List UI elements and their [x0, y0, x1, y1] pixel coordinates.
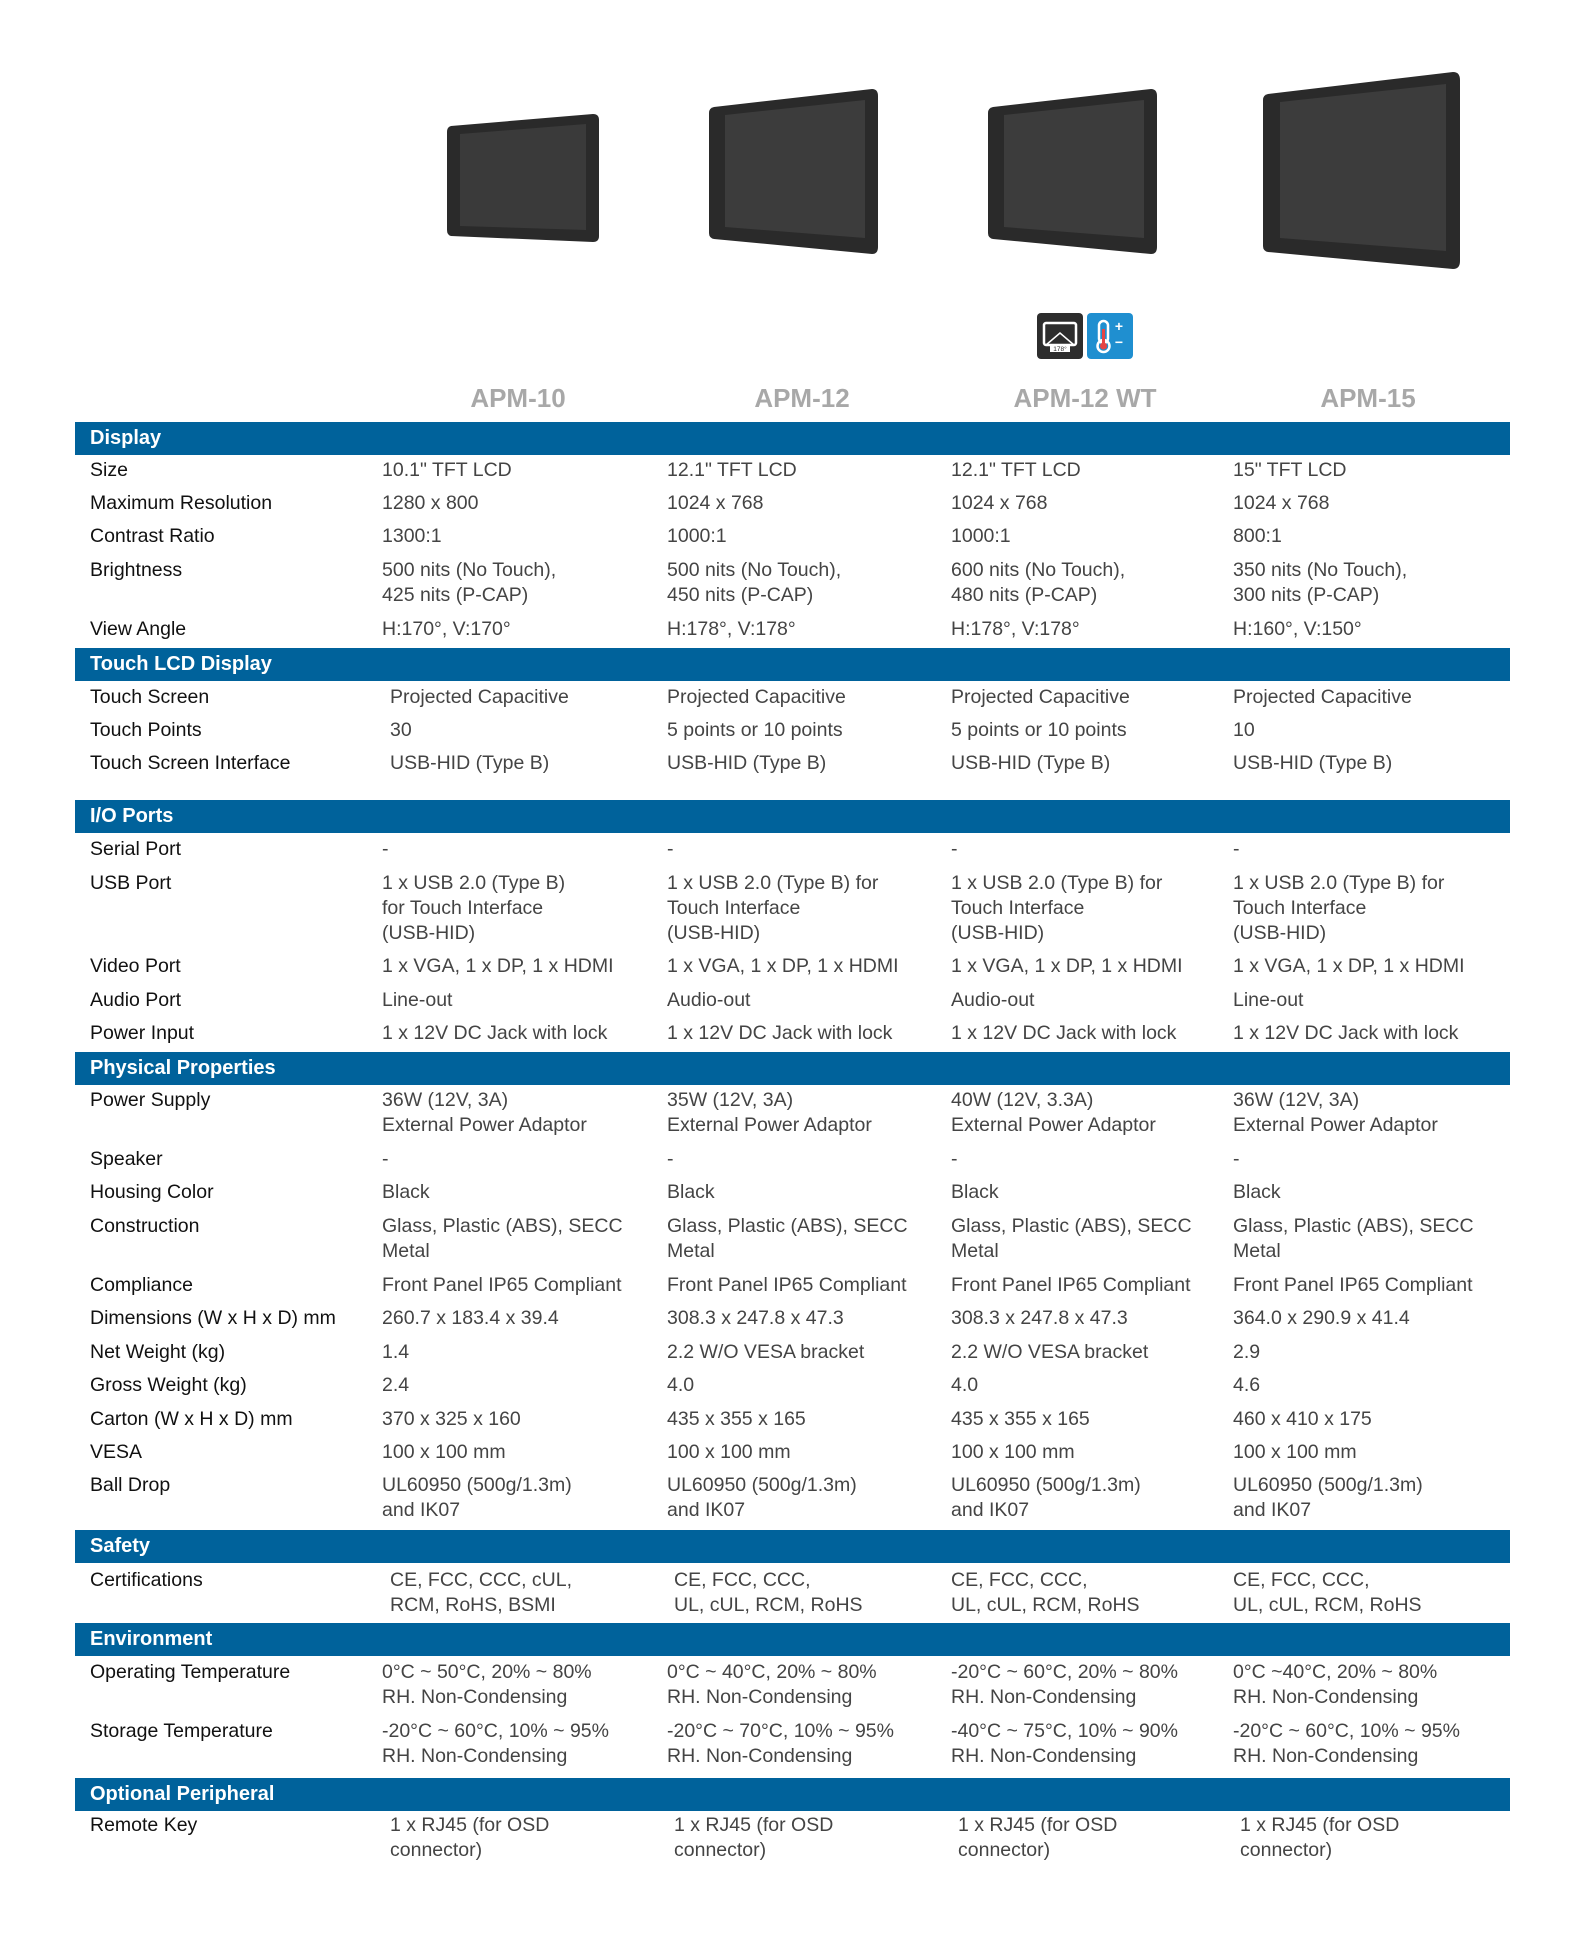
row-label: Contrast Ratio: [90, 525, 215, 547]
cell-apm-12: 100 x 100 mm: [667, 1441, 791, 1463]
section-header-physical-properties: Physical Properties: [75, 1052, 1510, 1085]
cell-apm-12-wt: UL60950 (500g/1.3m) and IK07: [951, 1474, 1141, 1521]
section-header-environment: Environment: [75, 1623, 1510, 1656]
row-label: Construction: [90, 1215, 200, 1237]
cell-apm-12-wt: -20°C ~ 60°C, 20% ~ 80% RH. Non-Condensing: [951, 1661, 1178, 1708]
cell-apm-10: 1300:1: [382, 525, 442, 547]
cell-apm-15: USB-HID (Type B): [1233, 752, 1393, 774]
row-label: Housing Color: [90, 1181, 214, 1203]
cell-apm-10: Front Panel IP65 Compliant: [382, 1274, 622, 1296]
cell-apm-12: 1 x VGA, 1 x DP, 1 x HDMI: [667, 955, 899, 977]
cell-apm-12: 500 nits (No Touch), 450 nits (P-CAP): [667, 559, 842, 606]
cell-apm-12: USB-HID (Type B): [667, 752, 827, 774]
cell-apm-12: 5 points or 10 points: [667, 719, 843, 741]
cell-apm-12-wt: 12.1" TFT LCD: [951, 459, 1081, 481]
cell-apm-12-wt: Audio-out: [951, 989, 1035, 1011]
cell-apm-12-wt: 435 x 355 x 165: [951, 1408, 1090, 1430]
row-label: VESA: [90, 1441, 143, 1463]
feature-badges: [1037, 313, 1133, 359]
row-label: Serial Port: [90, 838, 182, 860]
product-image-apm-12-wt: [988, 87, 1158, 255]
section-header-display: Display: [75, 422, 1510, 455]
cell-apm-12-wt: 1 x 12V DC Jack with lock: [951, 1022, 1177, 1044]
section-header-io-ports: I/O Ports: [75, 800, 1510, 833]
cell-apm-12: -: [667, 838, 674, 860]
row-label: Touch Screen: [90, 686, 210, 708]
model-header-apm-15: APM-15: [1320, 383, 1416, 413]
cell-apm-12-wt: USB-HID (Type B): [951, 752, 1111, 774]
cell-apm-15: 800:1: [1233, 525, 1282, 547]
cell-apm-10: 1 x VGA, 1 x DP, 1 x HDMI: [382, 955, 614, 977]
cell-apm-10: 1 x 12V DC Jack with lock: [382, 1022, 608, 1044]
cell-apm-12: Projected Capacitive: [667, 686, 846, 708]
cell-apm-12-wt: 1024 x 768: [951, 492, 1048, 514]
section-header-optional-peripheral: Optional Peripheral: [75, 1778, 1510, 1811]
cell-apm-12-wt: 100 x 100 mm: [951, 1441, 1075, 1463]
cell-apm-10: 30: [390, 719, 412, 741]
row-label: Video Port: [90, 955, 181, 977]
cell-apm-12-wt: 5 points or 10 points: [951, 719, 1127, 741]
cell-apm-12: Audio-out: [667, 989, 751, 1011]
cell-apm-12-wt: Projected Capacitive: [951, 686, 1130, 708]
cell-apm-12: Front Panel IP65 Compliant: [667, 1274, 907, 1296]
row-label: Dimensions (W x H x D) mm: [90, 1307, 336, 1329]
cell-apm-12-wt: 600 nits (No Touch), 480 nits (P-CAP): [951, 559, 1126, 606]
row-label: Touch Screen Interface: [90, 752, 291, 774]
row-label: Power Supply: [90, 1089, 211, 1111]
cell-apm-12-wt: 2.2 W/O VESA bracket: [951, 1341, 1149, 1363]
cell-apm-12-wt: 308.3 x 247.8 x 47.3: [951, 1307, 1128, 1329]
row-label: Maximum Resolution: [90, 492, 273, 514]
cell-apm-15: -20°C ~ 60°C, 10% ~ 95% RH. Non-Condensing: [1233, 1720, 1460, 1767]
cell-apm-12: 1024 x 768: [667, 492, 764, 514]
cell-apm-10: 1.4: [382, 1341, 410, 1363]
cell-apm-12-wt: H:178°, V:178°: [951, 618, 1080, 640]
row-label: Touch Points: [90, 719, 202, 741]
svg-text:178°: 178°: [1053, 346, 1067, 353]
row-label: Storage Temperature: [90, 1720, 273, 1742]
cell-apm-12: 1 x USB 2.0 (Type B) for Touch Interface (USB-HID): [667, 872, 879, 944]
cell-apm-15: 0°C ~40°C, 20% ~ 80% RH. Non-Condensing: [1233, 1661, 1438, 1708]
cell-apm-15: 2.9: [1233, 1341, 1261, 1363]
row-label: Brightness: [90, 559, 183, 581]
cell-apm-10: -: [382, 1148, 389, 1170]
cell-apm-12: 1000:1: [667, 525, 727, 547]
cell-apm-10: 260.7 x 183.4 x 39.4: [382, 1307, 559, 1329]
cell-apm-15: 1 x USB 2.0 (Type B) for Touch Interface (USB-HID): [1233, 872, 1445, 944]
section-header-safety: Safety: [75, 1530, 1510, 1563]
cell-apm-12: CE, FCC, CCC, UL, cUL, RCM, RoHS: [674, 1569, 863, 1616]
cell-apm-12: Black: [667, 1181, 715, 1203]
row-label: Speaker: [90, 1148, 163, 1170]
cell-apm-10: UL60950 (500g/1.3m) and IK07: [382, 1474, 572, 1521]
svg-text:+: +: [1114, 318, 1124, 334]
cell-apm-15: 350 nits (No Touch), 300 nits (P-CAP): [1233, 559, 1408, 606]
cell-apm-15: UL60950 (500g/1.3m) and IK07: [1233, 1474, 1423, 1521]
cell-apm-10: Line-out: [382, 989, 453, 1011]
cell-apm-12-wt: -40°C ~ 75°C, 10% ~ 90% RH. Non-Condensing: [951, 1720, 1178, 1767]
cell-apm-12: -: [667, 1148, 674, 1170]
cell-apm-10: 1 x USB 2.0 (Type B) for Touch Interface (USB-HID): [382, 872, 566, 944]
model-header-apm-12-wt: APM-12 WT: [1013, 383, 1157, 413]
section-header-touch-lcd-display: Touch LCD Display: [75, 648, 1510, 681]
wide-temperature-icon: [1087, 313, 1133, 359]
cell-apm-10: 500 nits (No Touch), 425 nits (P-CAP): [382, 559, 557, 606]
cell-apm-15: H:160°, V:150°: [1233, 618, 1362, 640]
cell-apm-15: 100 x 100 mm: [1233, 1441, 1357, 1463]
cell-apm-10: 2.4: [382, 1374, 410, 1396]
cell-apm-12-wt: Glass, Plastic (ABS), SECC Metal: [951, 1215, 1192, 1262]
cell-apm-10: Black: [382, 1181, 430, 1203]
row-label: Compliance: [90, 1274, 193, 1296]
cell-apm-12-wt: 40W (12V, 3.3A) External Power Adaptor: [951, 1089, 1156, 1136]
cell-apm-10: 1280 x 800: [382, 492, 479, 514]
cell-apm-12-wt: Front Panel IP65 Compliant: [951, 1274, 1191, 1296]
cell-apm-10: 10.1" TFT LCD: [382, 459, 512, 481]
cell-apm-12: 308.3 x 247.8 x 47.3: [667, 1307, 844, 1329]
cell-apm-15: Front Panel IP65 Compliant: [1233, 1274, 1473, 1296]
row-label: Remote Key: [90, 1814, 198, 1836]
cell-apm-10: Projected Capacitive: [390, 686, 569, 708]
cell-apm-15: 36W (12V, 3A) External Power Adaptor: [1233, 1089, 1438, 1136]
row-label: View Angle: [90, 618, 187, 640]
cell-apm-15: -: [1233, 838, 1240, 860]
cell-apm-12: 0°C ~ 40°C, 20% ~ 80% RH. Non-Condensing: [667, 1661, 877, 1708]
cell-apm-12-wt: -: [951, 1148, 958, 1170]
product-image-apm-15: [1263, 70, 1461, 270]
row-label: Gross Weight (kg): [90, 1374, 247, 1396]
cell-apm-12: 1 x RJ45 (for OSD connector): [674, 1814, 834, 1861]
cell-apm-12-wt: 1000:1: [951, 525, 1011, 547]
cell-apm-15: 1 x VGA, 1 x DP, 1 x HDMI: [1233, 955, 1465, 977]
cell-apm-15: Glass, Plastic (ABS), SECC Metal: [1233, 1215, 1474, 1262]
cell-apm-10: USB-HID (Type B): [390, 752, 550, 774]
cell-apm-12: 35W (12V, 3A) External Power Adaptor: [667, 1089, 872, 1136]
cell-apm-15: 1024 x 768: [1233, 492, 1330, 514]
cell-apm-15: CE, FCC, CCC, UL, cUL, RCM, RoHS: [1233, 1569, 1422, 1616]
cell-apm-15: 4.6: [1233, 1374, 1261, 1396]
model-header-apm-10: APM-10: [470, 383, 566, 413]
wide-view-angle-178-icon: [1037, 313, 1083, 359]
cell-apm-12: 4.0: [667, 1374, 695, 1396]
cell-apm-10: 36W (12V, 3A) External Power Adaptor: [382, 1089, 587, 1136]
cell-apm-15: 1 x 12V DC Jack with lock: [1233, 1022, 1459, 1044]
cell-apm-15: -: [1233, 1148, 1240, 1170]
cell-apm-15: 10: [1233, 719, 1255, 741]
product-image-apm-10: [447, 112, 600, 244]
cell-apm-10: Glass, Plastic (ABS), SECC Metal: [382, 1215, 623, 1262]
cell-apm-12: 2.2 W/O VESA bracket: [667, 1341, 865, 1363]
cell-apm-12-wt: -: [951, 838, 958, 860]
cell-apm-10: -: [382, 838, 389, 860]
row-label: Ball Drop: [90, 1474, 171, 1496]
cell-apm-12-wt: 1 x USB 2.0 (Type B) for Touch Interface (USB-HID): [951, 872, 1163, 944]
cell-apm-12: 1 x 12V DC Jack with lock: [667, 1022, 893, 1044]
row-label: Carton (W x H x D) mm: [90, 1408, 293, 1430]
cell-apm-12: H:178°, V:178°: [667, 618, 796, 640]
cell-apm-10: 1 x RJ45 (for OSD connector): [390, 1814, 550, 1861]
row-label: Size: [90, 459, 128, 481]
cell-apm-12-wt: 1 x VGA, 1 x DP, 1 x HDMI: [951, 955, 1183, 977]
cell-apm-10: 100 x 100 mm: [382, 1441, 506, 1463]
cell-apm-12: -20°C ~ 70°C, 10% ~ 95% RH. Non-Condensing: [667, 1720, 894, 1767]
row-label: Certifications: [90, 1569, 203, 1591]
model-header-apm-12: APM-12: [754, 383, 850, 413]
cell-apm-12-wt: Black: [951, 1181, 999, 1203]
cell-apm-12: Glass, Plastic (ABS), SECC Metal: [667, 1215, 908, 1262]
cell-apm-12-wt: CE, FCC, CCC, UL, cUL, RCM, RoHS: [951, 1569, 1140, 1616]
cell-apm-12: UL60950 (500g/1.3m) and IK07: [667, 1474, 857, 1521]
cell-apm-10: H:170°, V:170°: [382, 618, 511, 640]
cell-apm-12: 435 x 355 x 165: [667, 1408, 806, 1430]
cell-apm-15: 15" TFT LCD: [1233, 459, 1347, 481]
cell-apm-12: 12.1" TFT LCD: [667, 459, 797, 481]
cell-apm-10: CE, FCC, CCC, cUL, RCM, RoHS, BSMI: [390, 1569, 573, 1616]
cell-apm-10: 0°C ~ 50°C, 20% ~ 80% RH. Non-Condensing: [382, 1661, 592, 1708]
row-label: Operating Temperature: [90, 1661, 291, 1683]
cell-apm-12-wt: 4.0: [951, 1374, 979, 1396]
cell-apm-15: 364.0 x 290.9 x 41.4: [1233, 1307, 1410, 1329]
cell-apm-12-wt: 1 x RJ45 (for OSD connector): [958, 1814, 1118, 1861]
row-label: Audio Port: [90, 989, 182, 1011]
row-label: USB Port: [90, 872, 172, 894]
row-label: Power Input: [90, 1022, 195, 1044]
cell-apm-15: 460 x 410 x 175: [1233, 1408, 1372, 1430]
cell-apm-15: 1 x RJ45 (for OSD connector): [1240, 1814, 1400, 1861]
cell-apm-15: Line-out: [1233, 989, 1304, 1011]
cell-apm-10: 370 x 325 x 160: [382, 1408, 521, 1430]
svg-text:−: −: [1114, 334, 1124, 350]
cell-apm-10: -20°C ~ 60°C, 10% ~ 95% RH. Non-Condensing: [382, 1720, 609, 1767]
cell-apm-15: Black: [1233, 1181, 1281, 1203]
row-label: Net Weight (kg): [90, 1341, 226, 1363]
product-image-apm-12: [709, 87, 879, 255]
cell-apm-15: Projected Capacitive: [1233, 686, 1412, 708]
